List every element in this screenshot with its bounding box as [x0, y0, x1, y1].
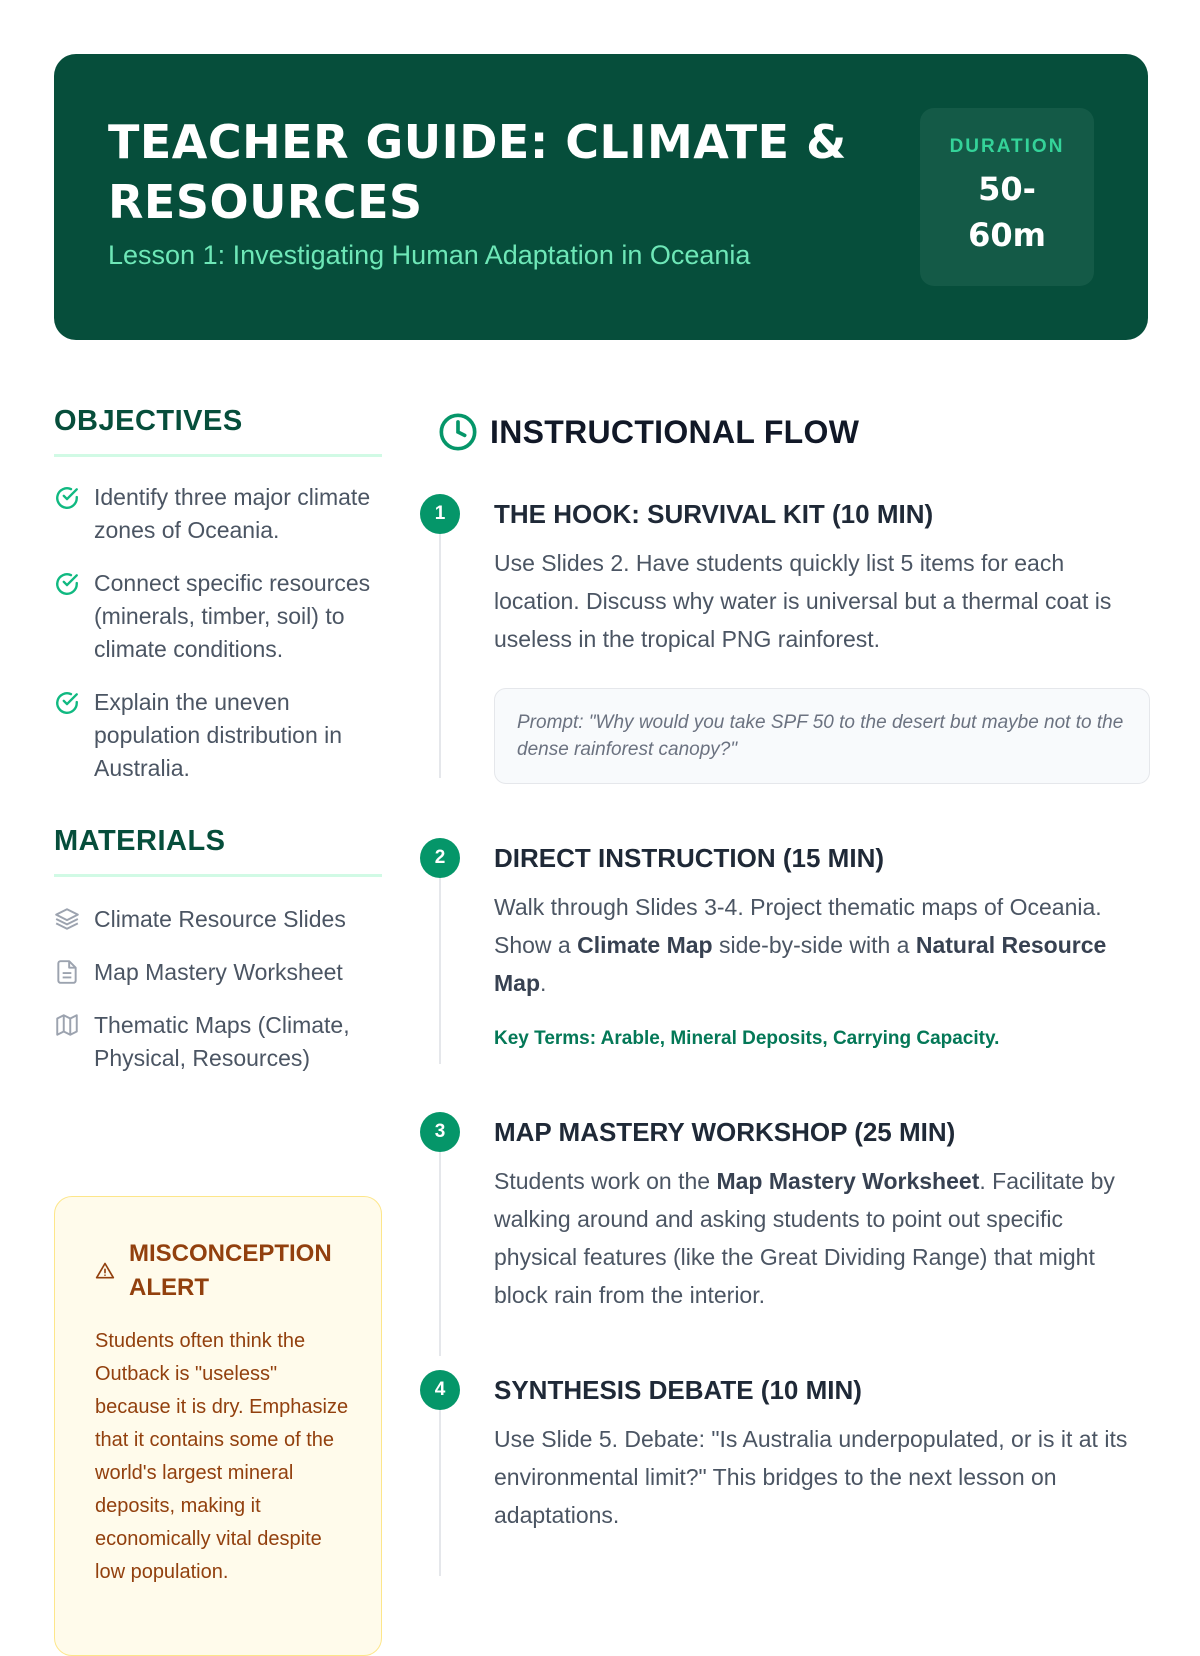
- step-connector: [439, 1152, 441, 1356]
- check-circle-icon: [54, 571, 80, 606]
- page-subtitle: Lesson 1: Investigating Human Adaptation in Oceania: [108, 240, 751, 270]
- step-connector: [439, 534, 441, 778]
- step-number: 3: [420, 1112, 460, 1152]
- material-item: [54, 1009, 382, 1075]
- step-title: DIRECT INSTRUCTION (15 MIN): [494, 843, 884, 873]
- step-body: Use Slide 5. Debate: "Is Australia underpopulated, or is it at its environmental limit?" This bridges to the next lesson on adaptations.: [494, 1426, 1128, 1528]
- duration-label: DURATION: [949, 136, 1065, 157]
- alert-title: MISCONCEPTION ALERT: [129, 1240, 332, 1301]
- step-body-text: .: [540, 970, 547, 996]
- key-terms: Key Terms: Arable, Mineral Deposits, Carrying Capacity.: [494, 1028, 1000, 1049]
- flow-step: [420, 1112, 1150, 1314]
- materials-list: [54, 903, 382, 1075]
- page-title: TEACHER GUIDE: CLIMATE & RESOURCES: [108, 115, 847, 229]
- flow-step: [420, 838, 1150, 1050]
- step-body-text: Students work on the: [494, 1168, 717, 1194]
- step-body: [494, 888, 1150, 1002]
- alert-header: [95, 1237, 355, 1305]
- map-icon: [54, 1012, 80, 1047]
- step-body-text: Walk through Slides 3-4. Project thematic maps of Oceania. Show a: [494, 894, 1102, 958]
- document-icon: [54, 959, 80, 994]
- left-column: [54, 405, 382, 1095]
- material-item: [54, 903, 382, 936]
- step-body-text: side-by-side with a: [712, 932, 916, 958]
- step-title: MAP MASTERY WORKSHOP (25 MIN): [494, 1117, 956, 1147]
- step-connector: [439, 878, 441, 1064]
- objective-item: [54, 481, 382, 547]
- flow-step: [420, 1370, 1150, 1534]
- step-body-bold: Map Mastery Worksheet: [716, 1168, 980, 1194]
- objective-item: [54, 686, 382, 785]
- materials-title: MATERIALS: [54, 825, 382, 877]
- misconception-alert: [54, 1196, 382, 1656]
- material-text: Map Mastery Worksheet: [94, 959, 343, 985]
- flow-header: [438, 410, 859, 454]
- material-text: Climate Resource Slides: [94, 906, 346, 932]
- objective-text: Explain the uneven population distribution in Australia.: [94, 689, 343, 781]
- clock-icon: [438, 412, 478, 457]
- step-body-text: . Facilitate by walking around and asking students to point out specific physical features (like the Great Dividing Range) that might block rain from the interior.: [494, 1168, 1115, 1308]
- objective-item: [54, 567, 382, 666]
- objectives-list: [54, 481, 382, 785]
- step-body-bold: Natural Resource Map: [494, 932, 1107, 996]
- step-title: THE HOOK: SURVIVAL KIT (10 MIN): [494, 499, 934, 529]
- duration-value: 50-60m: [968, 170, 1046, 254]
- header-banner: [54, 54, 1148, 340]
- duration-badge: [920, 108, 1094, 286]
- layers-icon: [54, 906, 80, 941]
- warning-icon: [95, 1261, 115, 1286]
- alert-body: Students often think the Outback is "useless" because it is dry. Emphasize that it contains some of the world's largest mineral deposits, making it economically vital despite low population.: [95, 1330, 349, 1583]
- step-number: 2: [420, 838, 460, 878]
- step-prompt: Prompt: "Why would you take SPF 50 to the desert but maybe not to the dense rainforest canopy?": [494, 688, 1150, 784]
- step-body-bold: Climate Map: [577, 932, 713, 958]
- material-item: [54, 956, 382, 989]
- step-title: SYNTHESIS DEBATE (10 MIN): [494, 1375, 862, 1405]
- flow-step: [420, 494, 1150, 784]
- material-text: Thematic Maps (Climate, Physical, Resources): [94, 1012, 350, 1071]
- objective-text: Identify three major climate zones of Oceania.: [94, 484, 371, 543]
- step-body: [494, 1162, 1150, 1314]
- objective-text: Connect specific resources (minerals, timber, soil) to climate conditions.: [94, 570, 371, 662]
- step-body: Use Slides 2. Have students quickly list 5 items for each location. Discuss why water is universal but a thermal coat is useless in the tropical PNG rainforest.: [494, 550, 1112, 652]
- step-number: 1: [420, 494, 460, 534]
- step-connector: [439, 1410, 441, 1576]
- flow-title: INSTRUCTIONAL FLOW: [490, 414, 860, 450]
- step-number: 4: [420, 1370, 460, 1410]
- check-circle-icon: [54, 690, 80, 725]
- objectives-title: OBJECTIVES: [54, 405, 382, 457]
- check-circle-icon: [54, 485, 80, 520]
